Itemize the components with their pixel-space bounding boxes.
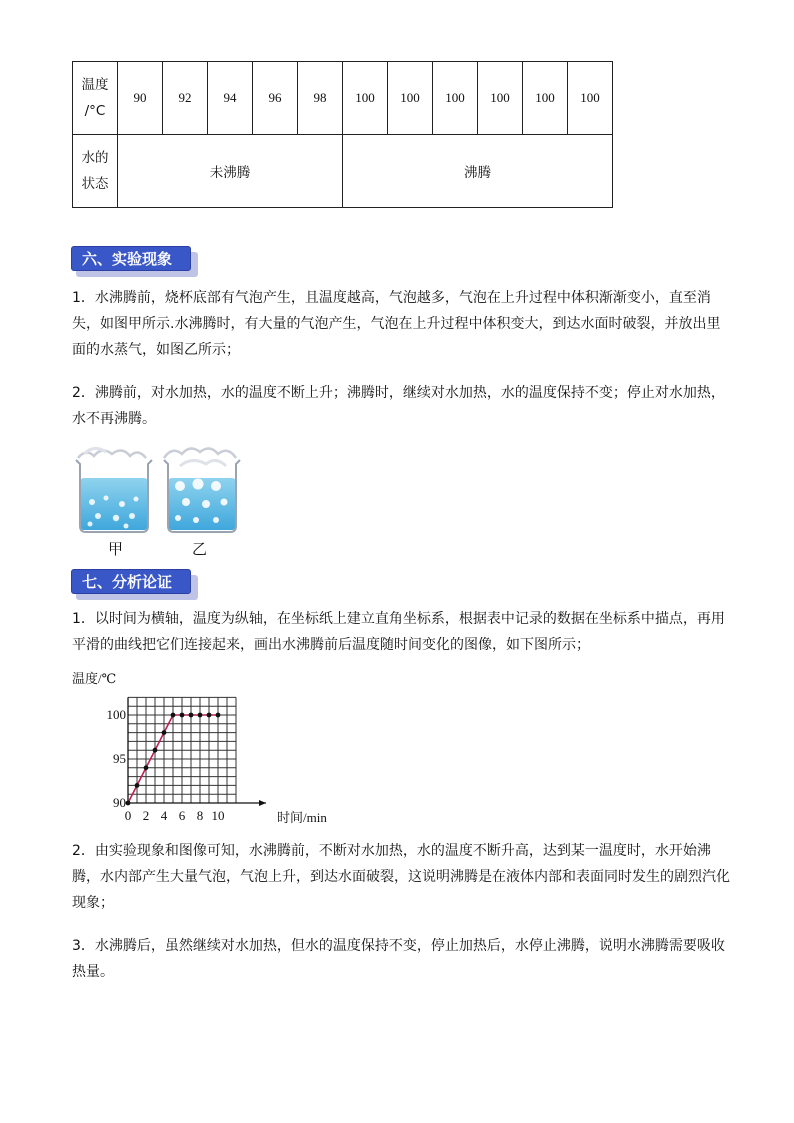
x-tick-label: 6 — [178, 808, 186, 823]
state-row — [73, 135, 613, 208]
x-axis-arrow — [259, 800, 266, 806]
state-header: 水的 状态 — [73, 135, 118, 208]
state-before-cell: 未沸腾 — [118, 135, 343, 208]
table-cell: 98 — [298, 62, 343, 135]
section-6-heading — [71, 246, 199, 278]
section-7-heading — [71, 569, 199, 601]
table-cell: 92 — [163, 62, 208, 135]
steam-yi — [164, 448, 236, 458]
data-point — [216, 713, 221, 718]
x-tick-label: 8 — [196, 808, 204, 823]
table-cell: 96 — [253, 62, 298, 135]
section-7-heading-text: 七、分析论证 — [71, 569, 191, 594]
beaker-yi — [164, 448, 240, 532]
data-point — [162, 730, 167, 735]
data-point — [189, 713, 194, 718]
label-yi: 乙 — [192, 540, 208, 558]
temperature-time-chart — [70, 668, 330, 826]
x-axis-label: 时间/min — [277, 810, 327, 825]
x-tick-label: 2 — [142, 808, 150, 823]
section-7-paragraph-2: 2．由实验现象和图像可知，水沸腾前，不断对水加热，水的温度不断升高，达到某一温度时，水开始沸腾，水内部产生大量气泡，气泡上升，到达水面破裂，这说明沸腾是在液体内部和表面同时发生的剧烈汽化现象； — [72, 843, 730, 911]
table-cell: 100 — [388, 62, 433, 135]
data-point — [180, 713, 185, 718]
temperature-row — [73, 62, 613, 135]
table-cell: 100 — [478, 62, 523, 135]
section-7-paragraph-1: 1．以时间为横轴，温度为纵轴，在坐标纸上建立直角坐标系，根据表中记录的数据在坐标系中描点，再用平滑的曲线把它们连接起来，画出水沸腾前后温度随时间变化的图像，如下图所示； — [72, 611, 725, 653]
table-cell: 100 — [568, 62, 613, 135]
table-cell: 100 — [343, 62, 388, 135]
beaker-jia — [76, 448, 152, 532]
beakers-illustration — [72, 444, 242, 536]
section-7-paragraph-3: 3．水沸腾后，虽然继续对水加热，但水的温度保持不变，停止加热后，水停止沸腾，说明水沸腾需要吸收热量。 — [72, 938, 725, 980]
data-point — [153, 748, 158, 753]
table-cell: 100 — [433, 62, 478, 135]
label-jia: 甲 — [108, 540, 124, 558]
data-point — [135, 783, 140, 788]
temperature-header: 温度 /°C — [73, 62, 118, 135]
section-6-heading-text: 六、实验现象 — [71, 246, 191, 271]
y-tick-label: 100 — [106, 707, 126, 722]
section-6-paragraph-1: 1．水沸腾前，烧杯底部有气泡产生，且温度越高，气泡越多，气泡在上升过程中体积渐渐变小，直至消失，如图甲所示.水沸腾时，有大量的气泡产生，气泡在上升过程中体积变大，到达水面时破裂，并放出里面的水蒸气，如图乙所示； — [72, 290, 721, 358]
chart-tick-labels — [107, 707, 225, 823]
data-point — [144, 765, 149, 770]
x-tick-label: 10 — [211, 808, 225, 823]
section-6-paragraph-2: 2．沸腾前，对水加热，水的温度不断上升；沸腾时，继续对水加热，水的温度保持不变；停止对水加热，水不再沸腾。 — [72, 385, 725, 427]
data-point — [171, 713, 176, 718]
data-point — [126, 801, 131, 806]
table-cell: 100 — [523, 62, 568, 135]
x-tick-label: 0 — [124, 808, 132, 823]
y-axis-label: 温度/℃ — [72, 671, 117, 686]
y-tick-label: 90 — [113, 795, 126, 810]
state-after-cell: 沸腾 — [343, 135, 613, 208]
x-tick-label: 4 — [160, 808, 168, 823]
table-cell: 94 — [208, 62, 253, 135]
table-cell: 90 — [118, 62, 163, 135]
temperature-table — [72, 61, 613, 208]
data-point — [198, 713, 203, 718]
data-point — [207, 713, 212, 718]
chart-axes — [128, 697, 266, 806]
y-tick-label: 95 — [113, 751, 126, 766]
